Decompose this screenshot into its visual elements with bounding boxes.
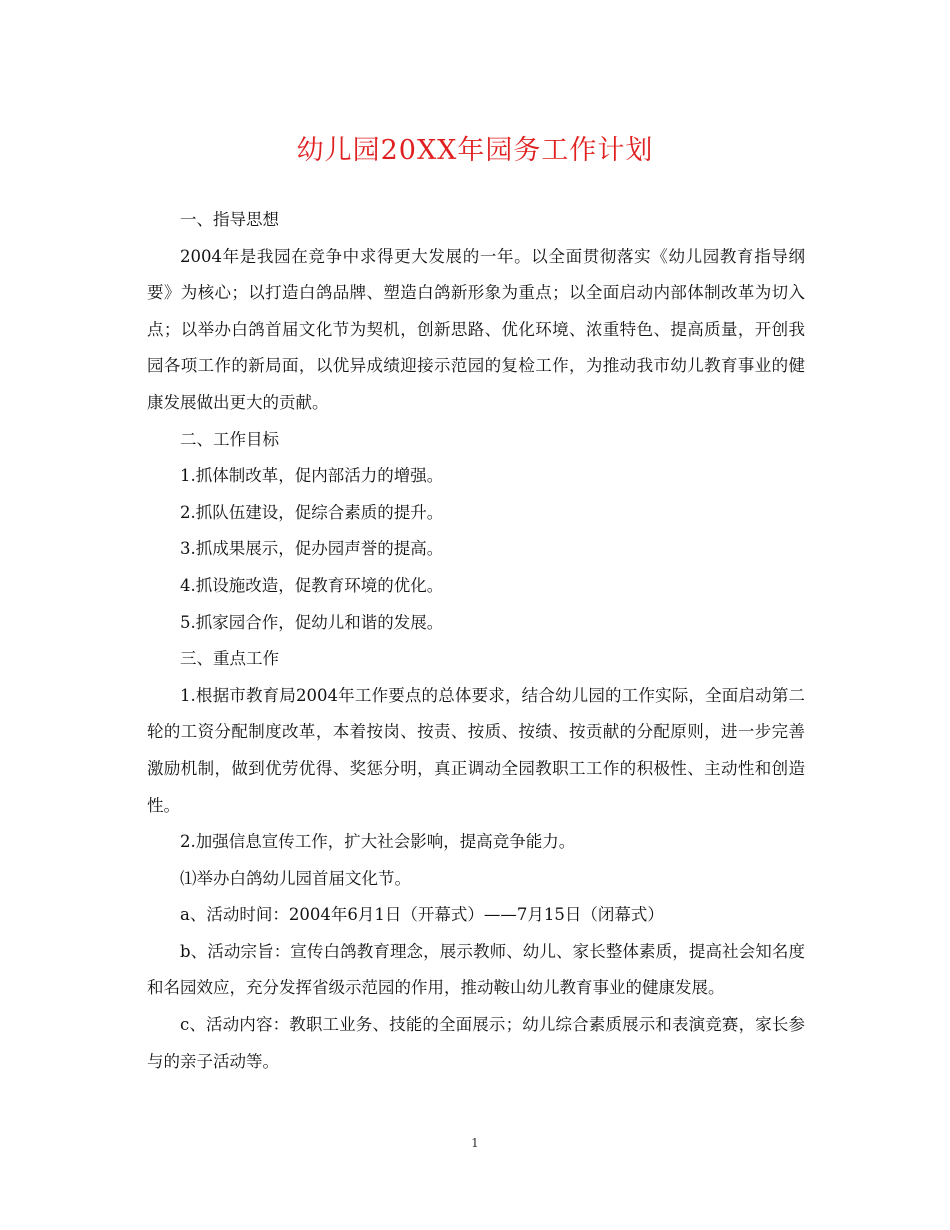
section-heading: 一、指导思想 [180, 210, 279, 229]
list-item: 2.抓队伍建设，促综合素质的提升。 [180, 502, 444, 522]
paragraph: ⑴举办白鸽幼儿园首届文化节。 [180, 868, 411, 888]
section-heading: 三、重点工作 [180, 649, 279, 669]
paragraph: 2.加强信息宣传工作，扩大社会影响，提高竞争能力。 [180, 832, 576, 852]
list-item: 3.抓成果展示，促办园声誉的提高。 [180, 539, 444, 559]
paragraph: 1.根据市教育局2004年工作要点的总体要求，结合幼儿园的工作实际，全面启动第二轮的工资分配制度改革，本着按岗、按责、按质、按绩、按贡献的分配原则，进一步完善激励机制，做到优劳优得、奖惩分明，真正调动全园教职工工作的积极性、主动性和创造性。 [147, 685, 805, 815]
paragraph: 2004年是我园在竞争中求得更大发展的一年。以全面贯彻落实《幼儿园教育指导纲要》为核心；以打造白鸽品牌、塑造白鸽新形象为重点；以全面启动内部体制改革为切入点；以举办白鸽首届文化节为契机，创新思路、优化环境、浓重特色、提高质量，开创我园各项工作的新局面，以优异成绩迎接示范园的复检工作，为推动我市幼儿教育事业的健康发展做出更大的贡献。 [147, 246, 805, 412]
paragraph: b、活动宗旨：宣传白鸽教育理念，展示教师、幼儿、家长整体素质，提高社会知名度和名园效应，充分发挥省级示范园的作用，推动鞍山幼儿教育事业的健康发展。 [147, 941, 805, 998]
list-item: 5.抓家园合作，促幼儿和谐的发展。 [180, 612, 444, 632]
list-item: 1.抓体制改革，促内部活力的增强。 [180, 466, 444, 486]
list-item: 4.抓设施改造，促教育环境的优化。 [180, 575, 444, 595]
document-body [147, 202, 805, 1080]
document-title: 幼儿园20XX年园务工作计划 [296, 135, 654, 166]
paragraph: c、活动内容：教职工业务、技能的全面展示；幼儿综合素质展示和表演竞赛，家长参与的亲子活动等。 [147, 1015, 805, 1071]
page-number: 1 [471, 1136, 479, 1150]
section-heading: 二、工作目标 [180, 429, 279, 449]
paragraph: a、活动时间：2004年6月1日（开幕式）——7月15日（闭幕式） [180, 905, 664, 925]
